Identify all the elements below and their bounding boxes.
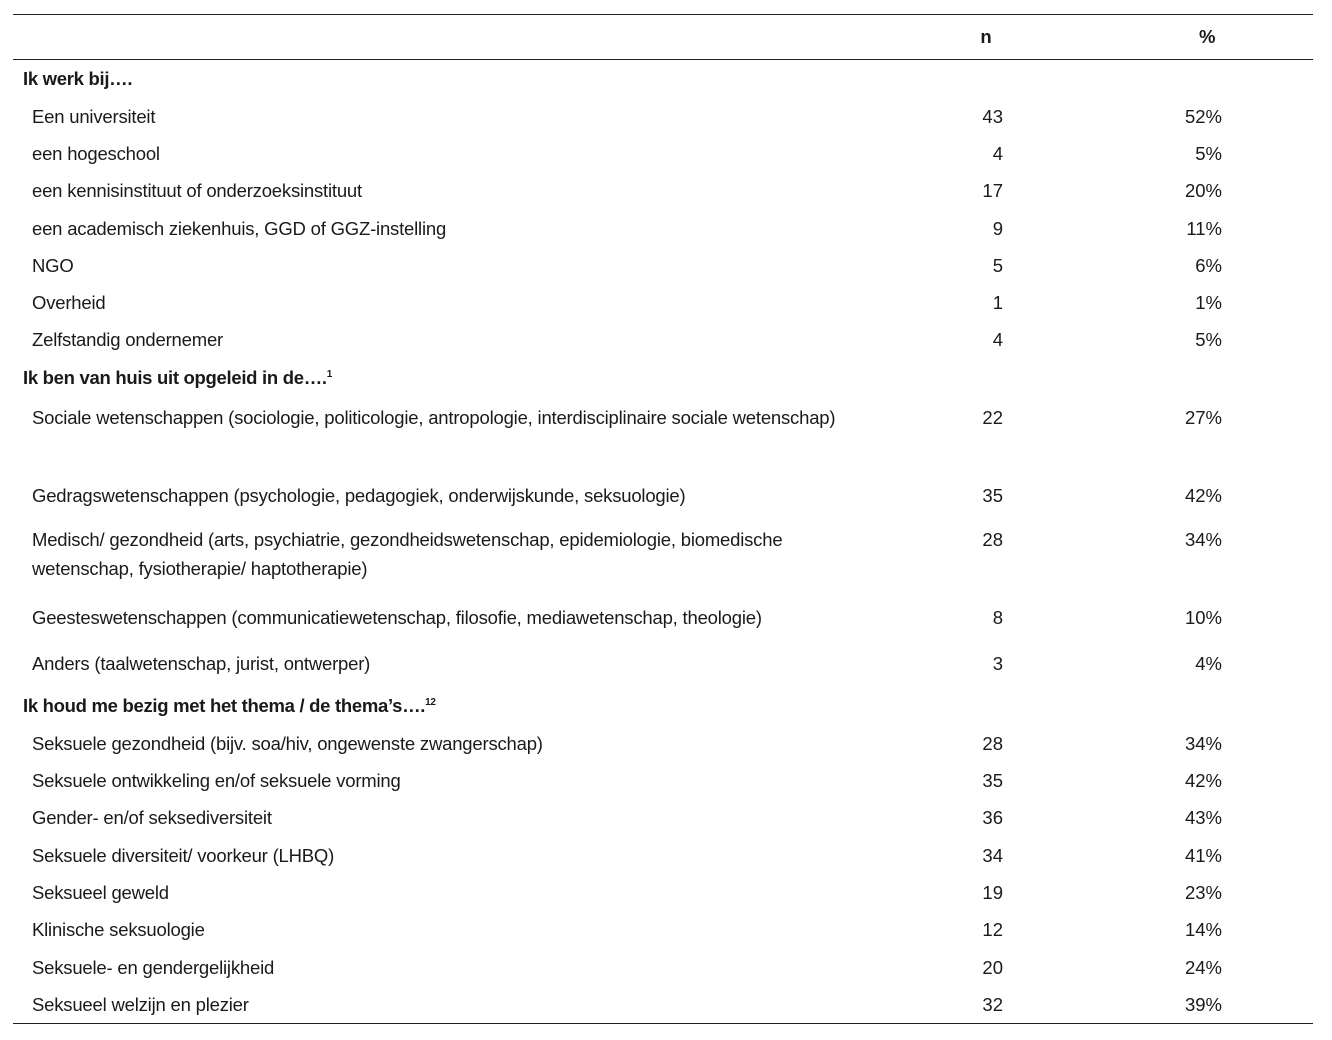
row-label: Seksuele diversiteit/ voorkeur (LHBQ): [32, 844, 335, 866]
section-title: Ik ben van huis uit opgeleid in de….$^1$: [23, 367, 333, 389]
table-row: [13, 912, 1313, 949]
row-n: 19: [982, 881, 1003, 903]
row-pct: 4%: [1195, 653, 1222, 675]
row-n: 36: [982, 807, 1003, 829]
row-n: 34: [982, 844, 1003, 866]
row-n: 28: [982, 529, 1003, 551]
table-row: [13, 949, 1313, 986]
row-n: 4: [992, 329, 1003, 351]
row-label: Anders (taalwetenschap, jurist, ontwerper): [32, 653, 371, 675]
row-pct: 6%: [1195, 254, 1222, 276]
row-n: 20: [982, 956, 1003, 978]
header-label-cell: [13, 15, 913, 60]
row-pct: 27%: [1184, 407, 1222, 429]
section-row-werk: [13, 60, 1313, 99]
table-row: [13, 98, 1313, 135]
header-row: [13, 15, 1313, 60]
row-pct: 42%: [1184, 485, 1222, 507]
row-n: 1: [992, 292, 1003, 314]
section-title: Ik werk bij….: [23, 68, 133, 89]
row-pct: 52%: [1184, 105, 1222, 127]
row-n: 22: [982, 407, 1003, 429]
row-pct: 39%: [1003, 986, 1313, 1024]
row-label: Sociale wetenschappen (sociologie, politicologie, antropologie, interdisciplinaire sociale wetenschap): [32, 407, 836, 429]
row-label: Seksuele ontwikkeling en/of seksuele vorming: [32, 770, 401, 792]
row-label: een hogeschool: [32, 142, 160, 164]
row-label: Overheid: [32, 292, 106, 314]
section-row-themas: [13, 687, 1313, 725]
row-label: een academisch ziekenhuis, GGD of GGZ-instelling: [32, 217, 447, 239]
table-row: [13, 284, 1313, 321]
header-n: n: [913, 15, 1003, 60]
table-row: [13, 725, 1313, 762]
row-label: NGO: [32, 254, 74, 276]
table-row: [13, 641, 1313, 687]
table-row: [13, 135, 1313, 172]
row-label: Seksuele gezondheid (bijv. soa/hiv, ongewenste zwangerschap): [32, 732, 543, 754]
row-label: Klinische seksuologie: [32, 919, 205, 941]
row-label: Een universiteit: [32, 105, 156, 127]
row-pct: 34%: [1184, 732, 1222, 754]
table-row: [13, 173, 1313, 210]
footnote-marker: 12: [425, 696, 436, 708]
data-table: [13, 14, 1313, 1024]
table-body: [13, 60, 1313, 1024]
row-label: Zelfstandig ondernemer: [32, 329, 223, 351]
row-n: 35: [982, 485, 1003, 507]
row-n: 32: [913, 986, 1003, 1024]
table-row: [13, 800, 1313, 837]
row-n: 17: [982, 180, 1003, 202]
row-label: Gedragswetenschappen (psychologie, pedagogiek, onderwijskunde, seksuologie): [32, 485, 686, 507]
header-pct: %: [1003, 15, 1313, 60]
row-label: Medisch/ gezondheid (arts, psychiatrie, gezondheidswetenschap, epidemiologie, biomedische wetenschap, fysiotherapie/ haptotherapie): [32, 529, 783, 580]
row-n: 9: [992, 217, 1003, 239]
row-label: Seksuele- en gendergelijkheid: [32, 956, 275, 978]
table-row: [13, 595, 1313, 641]
table-row: [13, 210, 1313, 247]
row-pct: 10%: [1184, 607, 1222, 629]
row-label: Seksueel geweld: [32, 881, 169, 903]
row-pct: 20%: [1184, 180, 1222, 202]
row-n: 35: [982, 770, 1003, 792]
row-n: 5: [992, 254, 1003, 276]
table-row: [13, 322, 1313, 359]
table-row: [13, 247, 1313, 284]
row-n: 43: [982, 105, 1003, 127]
row-pct: 1%: [1195, 292, 1222, 314]
footnote-marker: 1: [326, 368, 333, 380]
row-n: 12: [982, 919, 1003, 941]
row-pct: 24%: [1184, 956, 1222, 978]
row-pct: 43%: [1184, 807, 1222, 829]
table-row: [13, 762, 1313, 799]
row-pct: 11%: [1186, 217, 1222, 239]
table-row: [13, 986, 1313, 1024]
table-row: [13, 874, 1313, 911]
row-label: Seksueel welzijn en plezier: [13, 986, 913, 1024]
table-row: [13, 837, 1313, 874]
row-n: 4: [992, 142, 1003, 164]
row-label: Geesteswetenschappen (communicatiewetenschap, filosofie, mediawetenschap, theologie): [32, 607, 762, 629]
row-pct: 14%: [1184, 919, 1222, 941]
row-n: 28: [982, 732, 1003, 754]
row-n: 3: [992, 653, 1003, 675]
row-pct: 5%: [1195, 329, 1222, 351]
table-row: [13, 519, 1313, 595]
row-label: een kennisinstituut of onderzoeksinstituut: [32, 180, 362, 202]
table-header: [13, 15, 1313, 60]
row-label: Gender- en/of seksediversiteit: [32, 807, 272, 829]
table-row: [13, 397, 1313, 473]
section-row-opleiding: [13, 359, 1313, 397]
table-row: [13, 473, 1313, 519]
data-table-container: [13, 14, 1313, 1024]
row-pct: 23%: [1184, 881, 1222, 903]
row-n: 8: [992, 607, 1003, 629]
row-pct: 41%: [1184, 844, 1222, 866]
section-title: Ik houd me bezig met het thema / de thema’s….$^{12}$: [23, 695, 436, 717]
row-pct: 5%: [1195, 142, 1222, 164]
row-pct: 42%: [1184, 770, 1222, 792]
row-pct: 34%: [1184, 529, 1222, 551]
